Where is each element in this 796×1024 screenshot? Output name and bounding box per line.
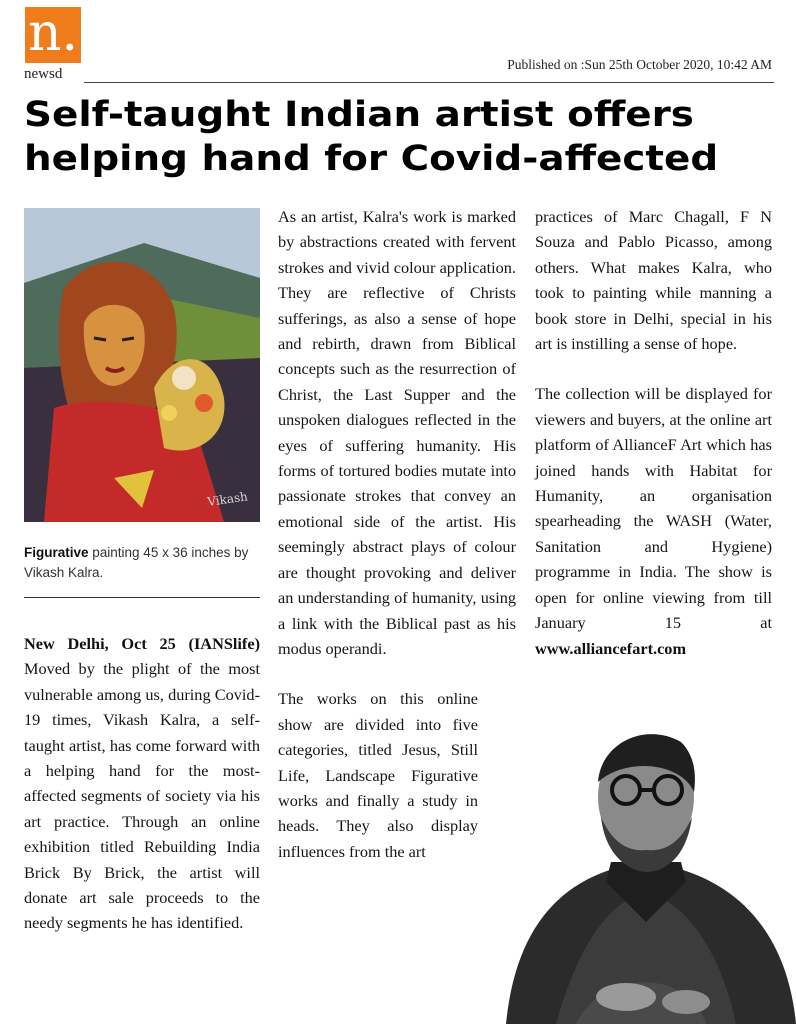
column-3-paragraph-1: practices of Marc Chagall, F N Souza and Pablo Picasso, among others. What makes Kalra, who took to painting while manning a book store in Delhi, special in his art is instilling a sense of hope. — [535, 207, 772, 354]
article-column-2 — [278, 204, 516, 864]
figurative-painting-image — [24, 208, 260, 522]
brand-wordmark: newsd — [24, 66, 63, 82]
headline-line-2: helping hand for Covid-affected — [24, 139, 719, 179]
dateline: New Delhi, Oct 25 (IANSlife) — [24, 634, 260, 653]
caption-divider — [24, 597, 260, 598]
article-column-1 — [24, 631, 260, 936]
article-headline — [24, 93, 796, 179]
column-2-paragraph-1: As an artist, Kalra's work is marked by abstractions created with fervent strokes and vivid colour application. They are reflective of Christs sufferings, as also a sense of hope and rebirth, drawn from Biblical concepts such as the resurrection of Christ, the Last Supper and the unspoken dialogues reflected in the eyes of suffering humanity. His forms of tortured bodies mutate into passionate strokes that convey an emotional side of the artist. His seemingly abstract plays of colour are thought provoking and deliver an understanding of humanity, using a link with the Biblical past as his modus operandi. — [278, 207, 516, 658]
headline-line-1: Self-taught Indian artist offers — [24, 95, 694, 135]
headline-area — [0, 0, 796, 179]
painting-signature: Vikash — [206, 489, 249, 509]
column-2-paragraph-2: The works on this online show are divided into five categories, titled Jesus, Still Life, Landscape Figurative works and finally a study in heads. They also display influences from the art — [278, 689, 478, 861]
published-date: Published on :Sun 25th October 2020, 10:42 AM — [507, 57, 772, 72]
column-1-text: Moved by the plight of the most vulnerable among us, during Covid-19 times, Vikash Kalra, a self-taught artist, has come forward with a helping hand for the most-affected segments of society via his art practice. Through an online exhibition titled Rebuilding India Brick By Brick, the artist will donate art sale proceeds to the needy segments he has identified. — [24, 659, 260, 933]
website-link[interactable]: www.alliancefart.com — [535, 638, 687, 658]
column-3-paragraph-2-text: The collection will be displayed for viewers and buyers, at the online art platform of AllianceF Art which has joined hands with Habitat for Humanity, an organisation spearheading the WASH (Water, Sanitation and Hygiene) programme in India. The show is open for online viewing from till January 15 at — [535, 384, 772, 633]
image-caption — [24, 543, 260, 583]
artist-portrait-image — [496, 722, 796, 1024]
caption-bold: Figurative — [24, 545, 89, 560]
article-column-3 — [535, 204, 772, 661]
caption-text: painting 45 x 36 inches by Vikash Kalra. — [24, 545, 249, 580]
logo-letter: n. — [27, 3, 79, 63]
column-3-paragraph-2 — [535, 381, 772, 660]
